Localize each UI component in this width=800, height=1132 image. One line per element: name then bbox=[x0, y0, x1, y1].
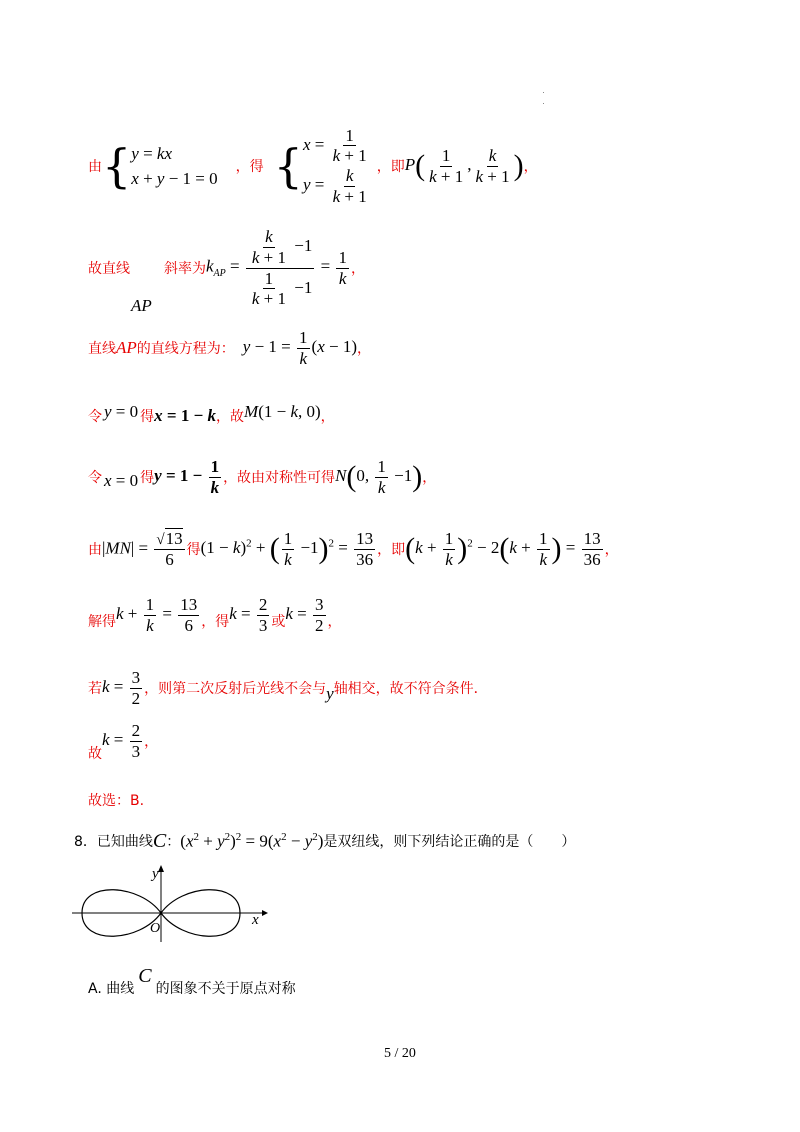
text-ji: ，即 bbox=[376, 159, 405, 175]
point-m: M(1 − k, 0) bbox=[244, 402, 321, 421]
ap-text: AP bbox=[116, 338, 137, 357]
page-number: 5 / 20 bbox=[384, 1046, 416, 1061]
answer-text: 故选：B. bbox=[88, 793, 145, 809]
point-n: N(0, $\frac{1}{k}$ −1) bbox=[335, 456, 423, 497]
text-gu: 故 bbox=[88, 746, 102, 762]
line-equation: y − 1 = $\frac{1}{k}$ (x − 1) bbox=[242, 327, 357, 368]
origin-label: O bbox=[150, 921, 161, 936]
solution-line-3 bbox=[88, 326, 371, 370]
question-text: 是双纽线，则下列结论正确的是（ ） bbox=[323, 834, 576, 850]
comma: ， bbox=[356, 341, 371, 357]
text-condition-end: 轴相交，故不符合条件． bbox=[333, 681, 488, 697]
text-gu: ，故 bbox=[216, 409, 245, 425]
label-ap bbox=[131, 296, 152, 316]
left-brace-2: { bbox=[273, 139, 303, 193]
curve-c: C bbox=[152, 829, 167, 852]
solution-line-5 bbox=[88, 452, 436, 502]
text-ling: 令 bbox=[88, 409, 102, 425]
y-label: y bbox=[152, 866, 159, 882]
solution-line-6 bbox=[88, 524, 619, 574]
solution-line-1 bbox=[88, 124, 538, 208]
option-a bbox=[88, 962, 296, 998]
option-a-label: A. 曲线 bbox=[88, 981, 135, 997]
speck bbox=[543, 92, 544, 93]
equation-2: (k + $\frac{1}{k}$ )$^2$ − 2(k + $\frac{1}{k}$ ) = $\frac{13}{36}$ bbox=[405, 528, 601, 569]
solution-line-9 bbox=[88, 716, 158, 766]
y-eq-0: y = 0 bbox=[104, 402, 139, 421]
comma: ， bbox=[327, 614, 342, 630]
text-guzhixian: 故直线 bbox=[88, 261, 130, 277]
text-jiede: 解得 bbox=[88, 614, 116, 630]
text-huo: 或 bbox=[271, 614, 286, 630]
speck bbox=[543, 103, 544, 104]
text-de: ，得 bbox=[201, 614, 230, 630]
text-de: 得 bbox=[186, 542, 201, 558]
text-equation-label: 的直线方程为： bbox=[136, 341, 235, 357]
comma: ， bbox=[604, 542, 619, 558]
text-de: 得 bbox=[140, 470, 155, 486]
equation-system: y = kx x + y − 1 = 0 bbox=[131, 143, 218, 188]
colon: ： bbox=[166, 834, 181, 850]
text-condition: ，则第二次反射后光线不会与 bbox=[144, 681, 327, 697]
lemniscate-figure bbox=[72, 862, 272, 942]
x-label: x bbox=[252, 912, 259, 928]
text-you: 由 bbox=[88, 542, 102, 558]
text-ling: 令 bbox=[88, 470, 102, 486]
option-a-text: 的图象不关于原点对称 bbox=[155, 981, 296, 997]
curve-c: C bbox=[138, 964, 152, 987]
x-eq-0: x = 0 bbox=[104, 471, 139, 490]
slope-formula: $k_{AP}$ = $\frac{k}{k + 1}$ −1 $\frac{1}{k + 1}$ −1 = $\frac{1}{k}$ bbox=[206, 227, 347, 309]
text-de: 得 bbox=[140, 409, 155, 425]
point-p: P( $\frac{1}{k + 1}$ , $\frac{k}{k + 1}$ ) bbox=[404, 145, 524, 186]
text-xielvwei: 斜率为 bbox=[164, 261, 206, 277]
y-axis-arrow bbox=[158, 865, 164, 872]
solution-line-7 bbox=[88, 596, 342, 646]
text-ruo: 若 bbox=[88, 681, 102, 697]
solution-line-8 bbox=[88, 666, 488, 710]
question-8 bbox=[74, 826, 575, 856]
ap-text: AP bbox=[131, 296, 152, 315]
lemniscate-equation: $(x^2 + y^2)^2 = 9(x^2 - y^2)$ bbox=[180, 830, 324, 851]
comma: ， bbox=[422, 470, 437, 486]
y-axis-var: y bbox=[326, 684, 334, 703]
text-de: ，得 bbox=[235, 159, 264, 175]
k-final: k = $\frac{2}{3}$ bbox=[102, 720, 141, 761]
text-you: 由 bbox=[88, 159, 102, 175]
equation-1: $(1 - k)^2$ + ( $\frac{1}{k}$ −1)$^2$ = $\frac{13}{36}$ bbox=[200, 528, 374, 569]
comma: ， bbox=[320, 409, 335, 425]
left-brace: { bbox=[102, 139, 132, 193]
text-symmetry: ，故由对称性可得 bbox=[223, 470, 336, 486]
k-value-2: k = $\frac{3}{2}$ bbox=[285, 594, 324, 635]
comma: ， bbox=[523, 159, 538, 175]
solution-line-4 bbox=[88, 398, 335, 434]
k-eq-3-2: k = $\frac{3}{2}$ bbox=[102, 667, 141, 708]
text-ji: ，即 bbox=[377, 542, 406, 558]
text-zhixian: 直线 bbox=[88, 341, 116, 357]
x-eq: x = 1 − k bbox=[154, 406, 217, 425]
equation-3: k + $\frac{1}{k}$ = $\frac{13}{6}$ bbox=[116, 594, 198, 635]
x-axis-arrow bbox=[262, 910, 268, 916]
y-eq: y = 1 − $\frac{1}{k}$ bbox=[154, 456, 220, 497]
solution-line-2 bbox=[88, 227, 365, 309]
k-value-1: k = $\frac{2}{3}$ bbox=[229, 594, 268, 635]
comma: ， bbox=[350, 261, 365, 277]
question-number: 8．已知曲线 bbox=[74, 834, 153, 850]
mn-length: |MN| = $\frac{√13}{6}$ bbox=[102, 528, 183, 569]
solution-system: x = $\frac{1}{k + 1}$ y = $\frac{k}{k + 1}$ bbox=[302, 125, 367, 206]
comma: ， bbox=[144, 734, 159, 750]
